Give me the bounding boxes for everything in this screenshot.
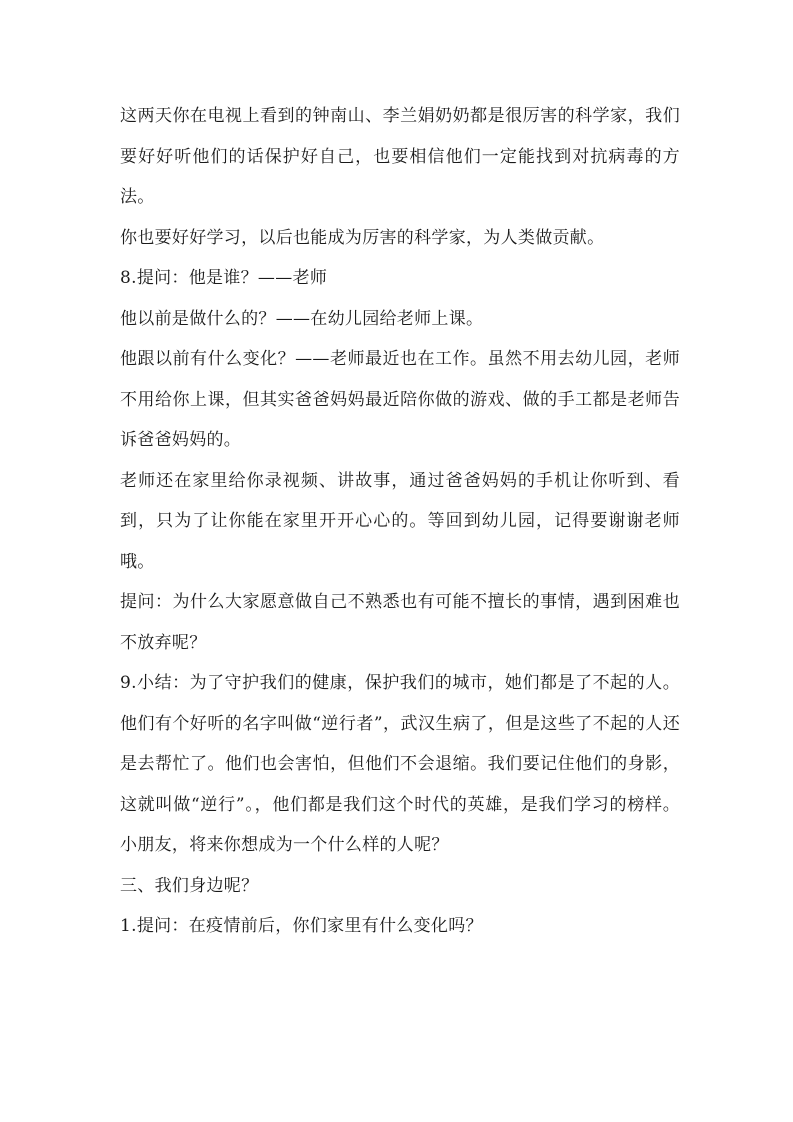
paragraph-teacher-videos: 老师还在家里给你录视频、讲故事，通过爸爸妈妈的手机让你听到、看到，只为了让你能在家里开开心心的。等回到幼儿园，记得要谢谢老师哦。: [120, 470, 680, 572]
paragraph-summary-9: 9.小结：为了守护我们的健康，保护我们的城市，她们都是了不起的人。他们有个好听的名字叫做“逆行者”，武汉生病了，但是这些了不起的人还是去帮忙了。他们也会害怕，但他们不会退缩。我们要记住他们的身影，这就叫做“逆行”。，他们都是我们这个时代的英雄，是我们学习的榜样。小朋友，将来你想成为一个什么样的人呢？: [120, 673, 680, 855]
paragraph-scientists: 这两天你在电视上看到的钟南山、李兰娟奶奶都是很厉害的科学家，我们要好好听他们的话保护好自己，也要相信他们一定能找到对抗病毒的方法。: [120, 106, 680, 207]
paragraph-teacher-before: 他以前是做什么的？——在幼儿园给老师上课。: [120, 308, 484, 329]
document-body: [120, 96, 680, 947]
paragraph-question-8: 8.提问：他是谁？——老师: [120, 268, 328, 288]
paragraph-teacher-change: 他跟以前有什么变化？——老师最近也在工作。虽然不用去幼儿园，老师不用给你上课，但其实爸爸妈妈最近陪你做的游戏、做的手工都是老师告诉爸爸妈妈的。: [120, 349, 680, 450]
paragraph-question-1: 1.提问：在疫情前后，你们家里有什么变化吗？: [120, 916, 483, 936]
section-heading-3: 三、我们身边呢？: [120, 875, 259, 896]
paragraph-question-why: 提问：为什么大家愿意做自己不熟悉也有可能不擅长的事情，遇到困难也不放弃呢？: [120, 592, 680, 653]
paragraph-study-hard: 你也要好好学习，以后也能成为厉害的科学家，为人类做贡献。: [120, 227, 605, 248]
